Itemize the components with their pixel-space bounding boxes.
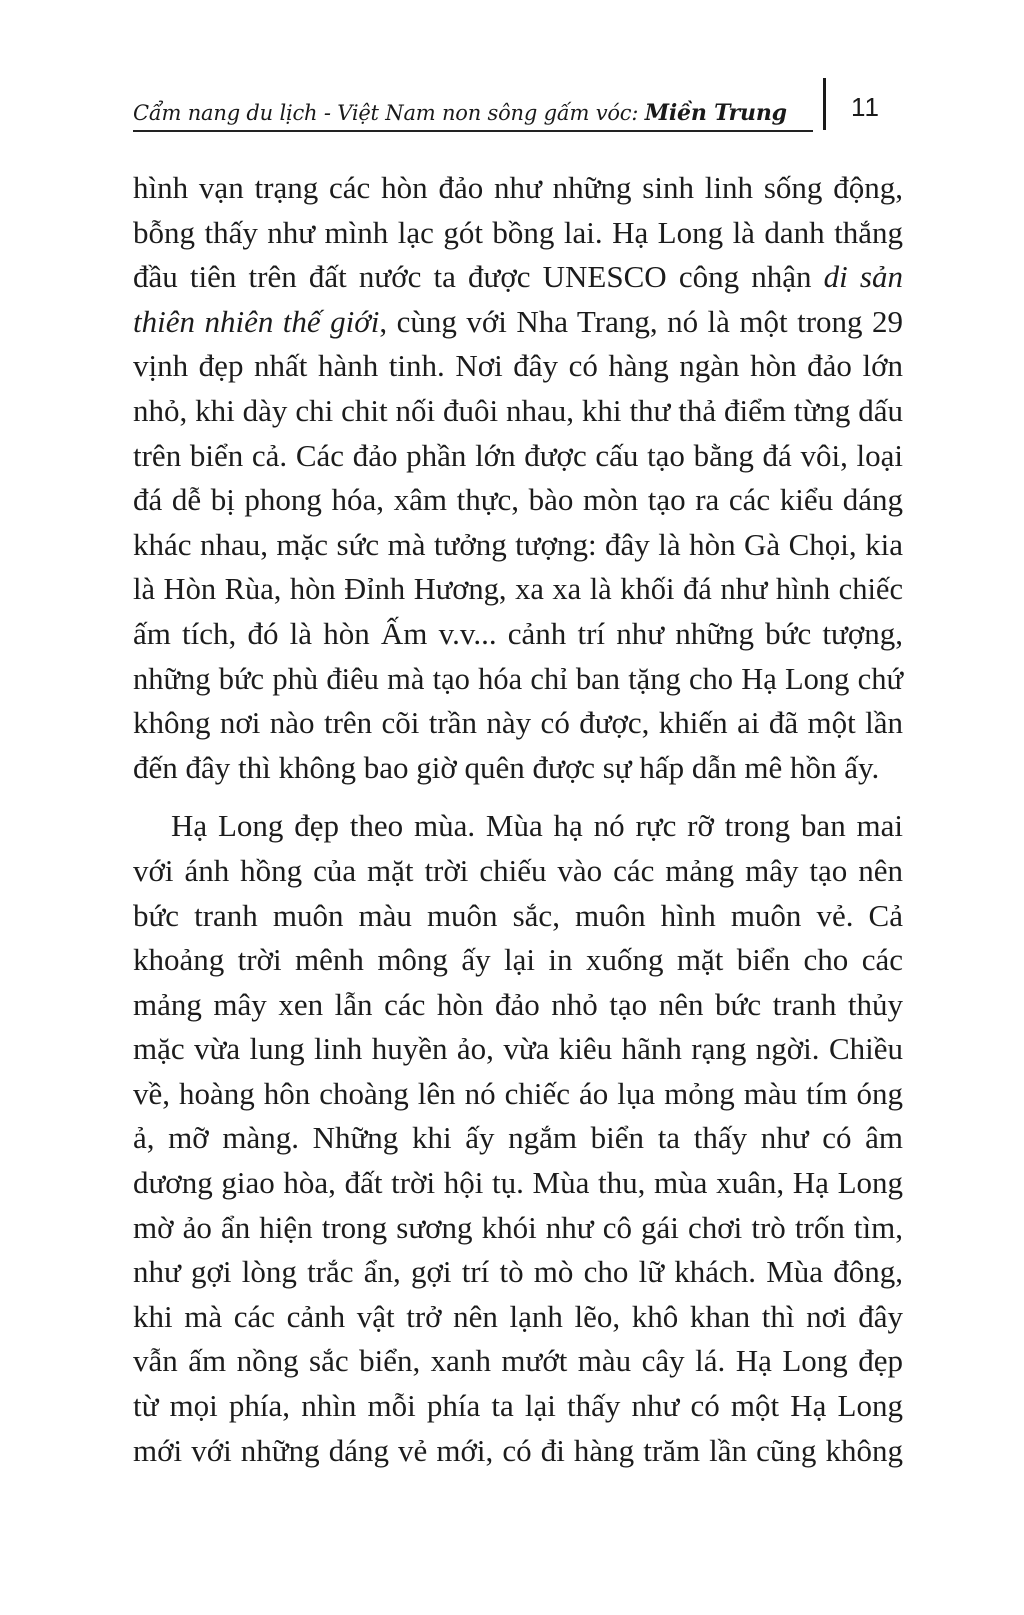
text-line: mới với những dáng vẻ mới, có đi hàng trăm lần cũng không <box>133 1432 903 1468</box>
paragraph-gap <box>133 790 903 804</box>
page-number: 11 <box>851 92 880 122</box>
body-text <box>133 166 903 1473</box>
text-run: , cùng với Nha Trang, nó là một trong 29 <box>379 303 903 339</box>
header-title-text: Cẩm nang du lịch - Việt Nam non sông gấm vóc: <box>133 101 645 125</box>
text-line: bỗng thấy như mình lạc gót bồng lai. Hạ Long là danh thắng <box>133 214 903 250</box>
italic-phrase: thiên nhiên thế giới <box>133 303 380 339</box>
text-line: khi mà các cảnh vật trở nên lạnh lẽo, khô khan thì nơi đây <box>133 1298 903 1334</box>
text-line: bức tranh muôn màu muôn sắc, muôn hình muôn vẻ. Cả <box>133 897 903 933</box>
paragraph-2 <box>133 804 903 1473</box>
text-line: mờ ảo ẩn hiện trong sương khói như cô gái chơi trò trốn tìm, <box>133 1209 903 1245</box>
text-line: vẫn ấm nồng sắc biển, xanh mướt màu cây lá. Hạ Long đẹp <box>133 1343 903 1379</box>
text-line: dương giao hòa, đất trời hội tụ. Mùa thu, mùa xuân, Hạ Long <box>133 1165 903 1201</box>
text-line: đến đây thì không bao giờ quên được sự hấp dẫn mê hồn ấy. <box>133 749 880 785</box>
paragraph-1 <box>133 166 903 790</box>
text-line: ả, mỡ màng. Những khi ấy ngắm biển ta thấy như có âm <box>133 1120 903 1156</box>
text-line: khoảng trời mênh mông ấy lại in xuống mặt biển cho các <box>133 942 903 978</box>
text-line: từ mọi phía, nhìn mỗi phía ta lại thấy như có một Hạ Long <box>133 1388 903 1424</box>
text-line: nhỏ, khi dày chi chit nối đuôi nhau, khi thư thả điểm từng dấu <box>133 392 903 428</box>
text-line: hình vạn trạng các hòn đảo như những sinh linh sống động, <box>133 170 903 205</box>
header-title <box>133 100 787 126</box>
text-line: Hạ Long đẹp theo mùa. Mùa hạ nó rực rỡ trong ban mai <box>171 808 903 844</box>
text-line <box>133 255 903 300</box>
header-title-emphasis: Miền Trung <box>644 100 787 126</box>
text-line: không nơi nào trên cõi trần này có được, khiến ai đã một lần <box>133 705 903 741</box>
italic-phrase: di sản <box>823 259 903 295</box>
text-line <box>133 300 903 345</box>
text-run: đầu tiên trên đất nước ta được UNESCO công nhận <box>133 259 824 295</box>
text-line: trên biển cả. Các đảo phần lớn được cấu tạo bằng đá vôi, loại <box>133 437 903 473</box>
text-line: mặc vừa lung linh huyền ảo, vừa kiêu hãnh rạng ngời. Chiều <box>133 1031 903 1067</box>
header-divider <box>823 78 826 130</box>
text-line: về, hoàng hôn choàng lên nó chiếc áo lụa mỏng màu tím óng <box>133 1075 903 1111</box>
text-line: như gợi lòng trắc ẩn, gợi trí tò mò cho lữ khách. Mùa đông, <box>133 1254 903 1290</box>
text-line: đá dễ bị phong hóa, xâm thực, bào mòn tạo ra các kiểu dáng <box>133 482 903 518</box>
text-line: vịnh đẹp nhất hành tinh. Nơi đây có hàng ngàn hòn đảo lớn <box>133 348 903 384</box>
header-rule <box>133 130 813 132</box>
text-line: là Hòn Rùa, hòn Đỉnh Hương, xa xa là khối đá như hình chiếc <box>133 572 903 607</box>
text-line: khác nhau, mặc sức mà tưởng tượng: đây là hòn Gà Chọi, kia <box>133 526 903 562</box>
running-header <box>133 78 913 132</box>
text-line: những bức phù điêu mà tạo hóa chỉ ban tặng cho Hạ Long chứ <box>133 661 903 696</box>
text-line: mảng mây xen lẫn các hòn đảo nhỏ tạo nên bức tranh thủy <box>133 986 903 1022</box>
text-line: ấm tích, đó là hòn Ấm v.v... cảnh trí như những bức tượng, <box>133 615 903 651</box>
text-line: với ánh hồng của mặt trời chiếu vào các mảng mây tạo nên <box>133 852 903 888</box>
